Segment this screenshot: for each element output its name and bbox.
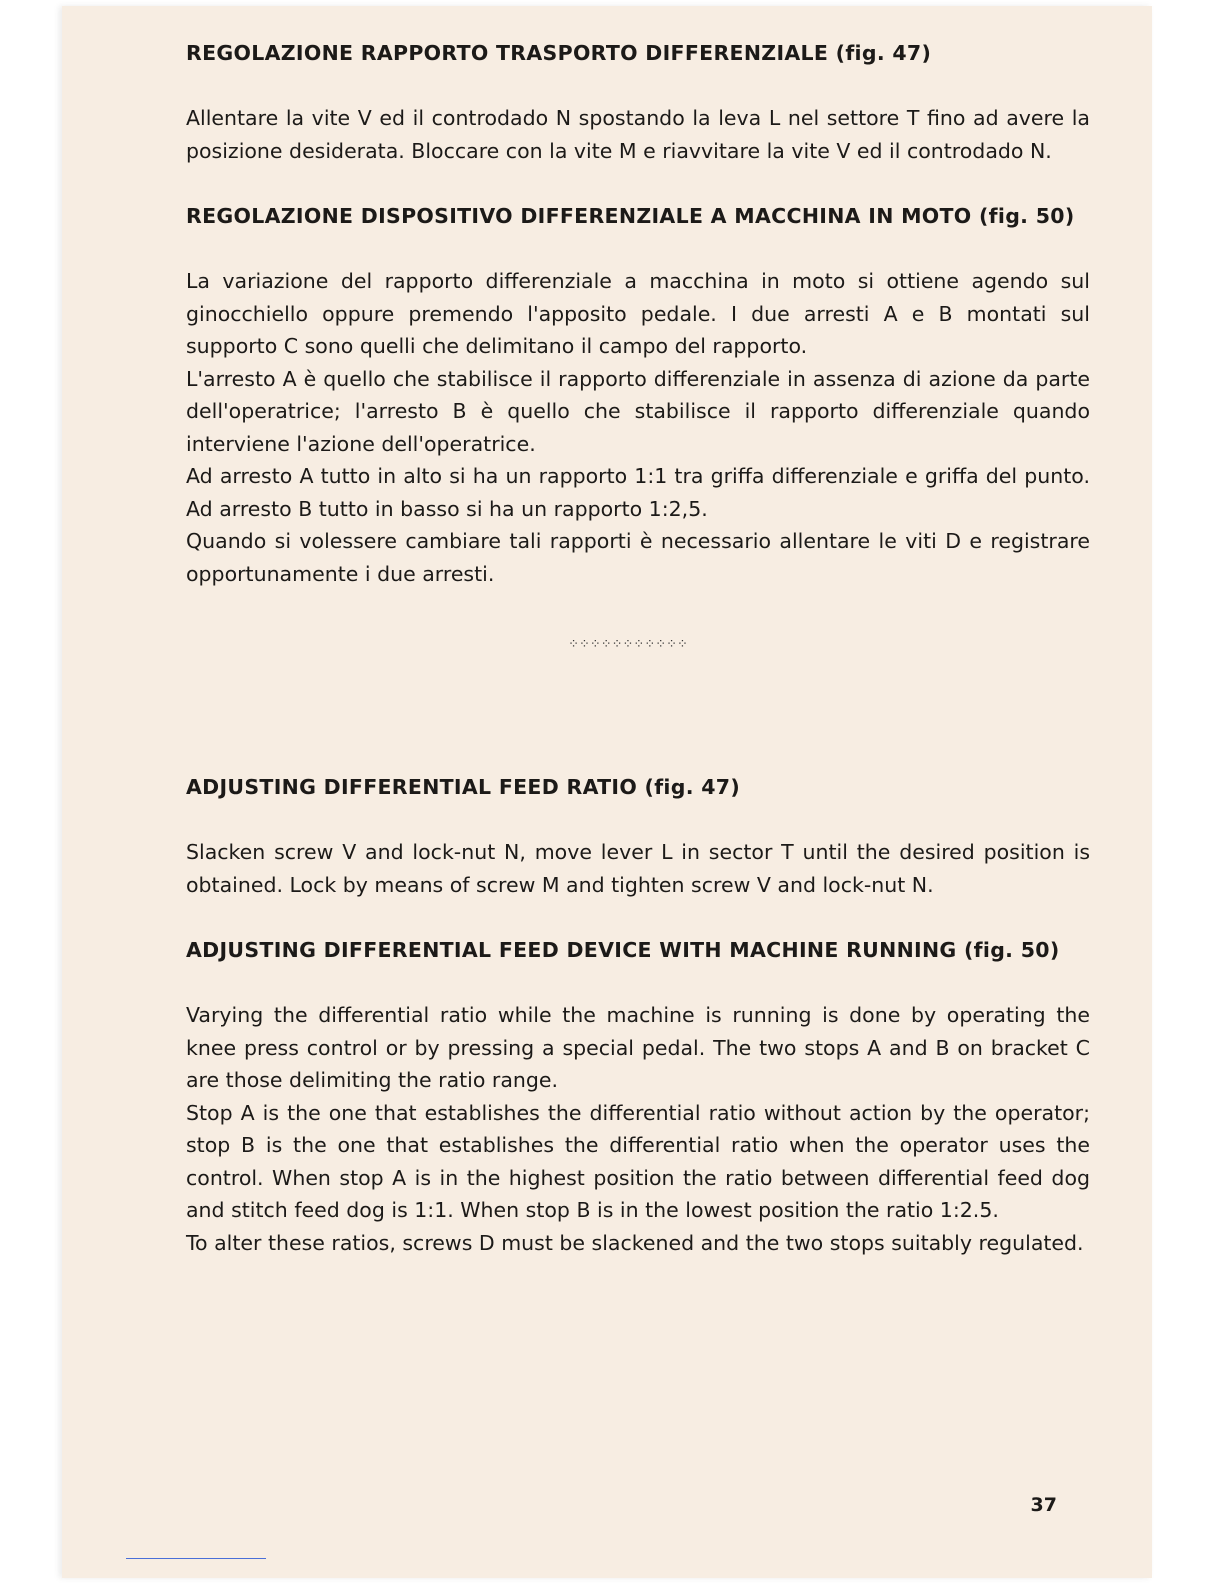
- it-section2-paragraph: La variazione del rapporto differenziale a macchina in moto si ottiene agendo sul ginocchiello oppure premendo l'apposito pedale. I due arresti A e B montati sul supporto C sono quelli che delimitano il campo del rapporto.: [186, 269, 1090, 358]
- page-content: [186, 36, 1090, 1259]
- scan-edge-mark: [126, 1558, 266, 1559]
- it-section1-body: Allentare la vite V ed il controdado N spostando la leva L nel settore T fino ad avere la posizione desiderata. Bloccare con la vite M e riavvitare la vite V ed il controdado N.: [186, 106, 1090, 163]
- it-section1-heading: REGOLAZIONE RAPPORTO TRASPORTO DIFFERENZIALE (fig. 47): [186, 41, 932, 65]
- en-section2-paragraph: Varying the differential ratio while the machine is running is done by operating the knee press control or by pressing a special pedal. The two stops A and B on bracket C are those delimiting the ratio range.: [186, 1003, 1090, 1092]
- it-section2-heading: REGOLAZIONE DISPOSITIVO DIFFERENZIALE A MACCHINA IN MOTO (fig. 50): [186, 204, 1075, 228]
- manual-page: [62, 6, 1152, 1578]
- it-section2-paragraph: Quando si volessere cambiare tali rapporti è necessario allentare le viti D e registrare opportunamente i due arresti.: [186, 529, 1090, 586]
- it-section2-paragraph: L'arresto A è quello che stabilisce il rapporto differenziale in assenza di azione da parte dell'operatrice; l'arresto B è quello che stabilisce il rapporto differenziale quando interviene l'azione dell'operatrice.: [186, 366, 1090, 456]
- section-divider-ornament: ⁘⁘⁘⁘⁘⁘⁘⁘⁘⁘⁘: [568, 636, 688, 651]
- en-section1-body: Slacken screw V and lock-nut N, move lever L in sector T until the desired position is obtained. Lock by means of screw M and tighten screw V and lock-nut N.: [186, 840, 1090, 897]
- en-section1-heading: ADJUSTING DIFFERENTIAL FEED RATIO (fig. 47): [186, 775, 741, 799]
- en-section2-paragraph: To alter these ratios, screws D must be slackened and the two stops suitably regulated.: [186, 1230, 1084, 1255]
- en-section2-heading: ADJUSTING DIFFERENTIAL FEED DEVICE WITH MACHINE RUNNING (fig. 50): [186, 938, 1060, 962]
- page-number: 37: [1030, 1494, 1057, 1516]
- it-section2-paragraph: Ad arresto A tutto in alto si ha un rapporto 1:1 tra griffa differenziale e griffa del punto. Ad arresto B tutto in basso si ha un rapporto 1:2,5.: [186, 464, 1090, 521]
- en-section2-paragraph: Stop A is the one that establishes the differential ratio without action by the operator; stop B is the one that establishes the differential ratio when the operator uses the control. When stop A is in the highest position the ratio between differential feed dog and stitch feed dog is 1:1. When stop B is in the lowest position the ratio 1:2.5.: [186, 1100, 1090, 1222]
